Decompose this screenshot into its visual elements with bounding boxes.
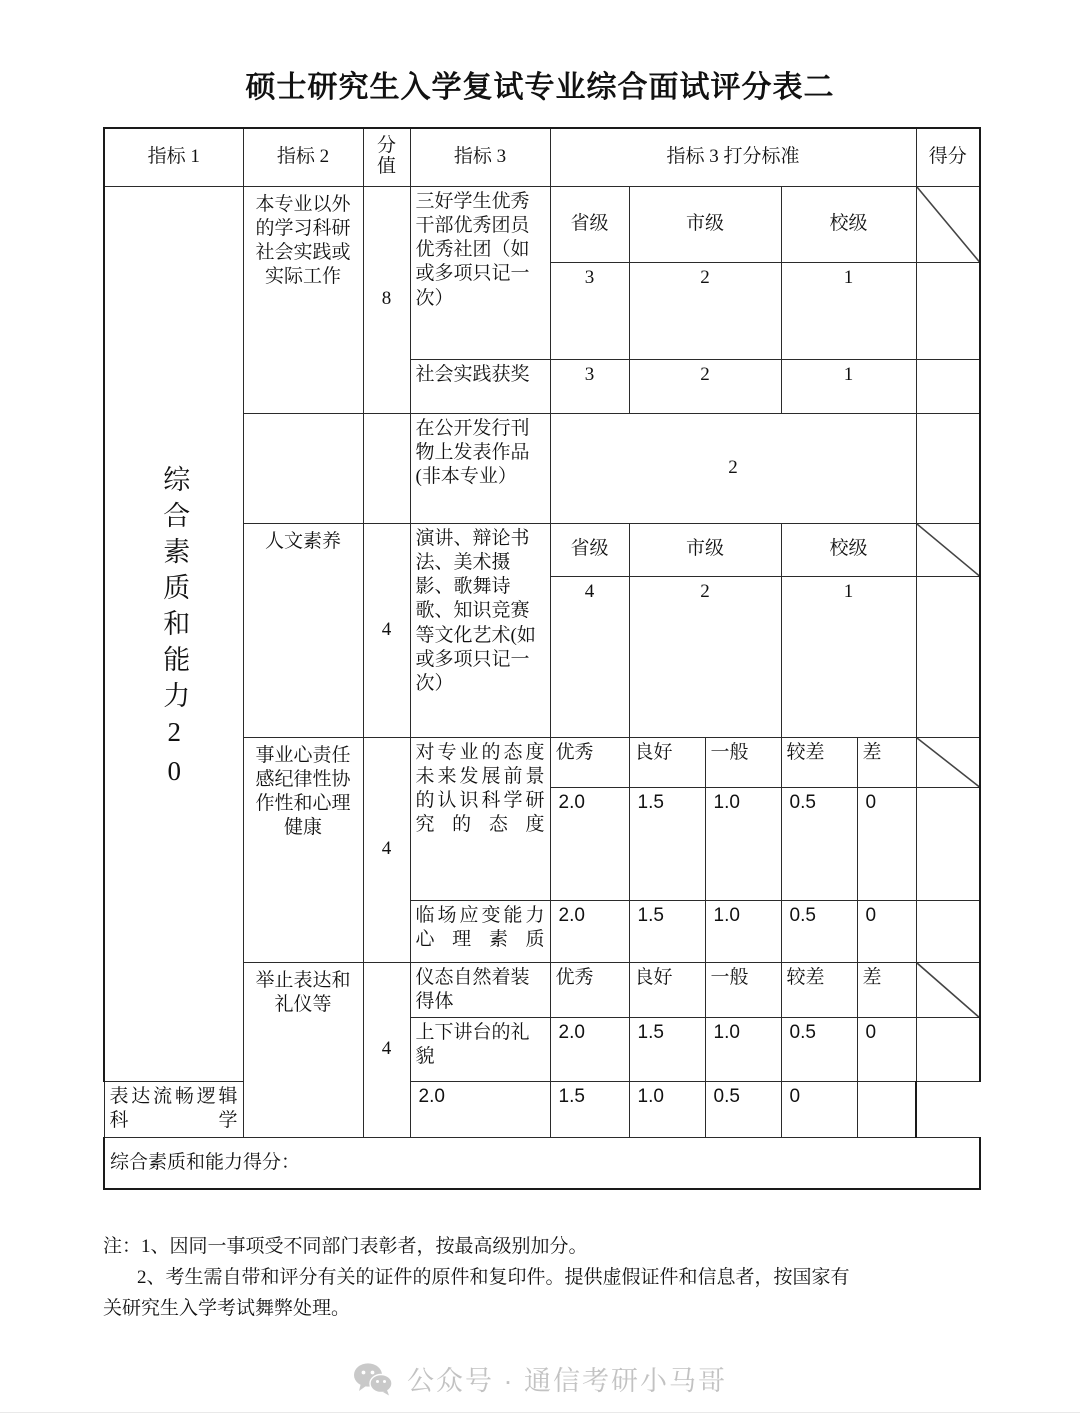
- result-cell[interactable]: [916, 359, 980, 413]
- footnotes: [103, 1232, 983, 1324]
- header-indicator2: 指标 2: [243, 128, 363, 186]
- result-cell-diagonal[interactable]: [916, 186, 980, 262]
- header-score-value: 分值: [363, 128, 410, 186]
- result-cell[interactable]: [916, 787, 980, 900]
- score-school: 1: [781, 359, 916, 413]
- rating-average: 一般: [705, 737, 781, 787]
- score-good: 1.5: [550, 1082, 629, 1138]
- indicator2-continuation: [243, 413, 363, 523]
- summary-label: 综合素质和能力得分：: [104, 1137, 980, 1189]
- level-municipal: 市级: [629, 523, 781, 576]
- table-row: [104, 186, 980, 262]
- category-indicator1: [104, 186, 243, 1082]
- score-school: 1: [781, 262, 916, 359]
- score-good: 1.5: [629, 787, 705, 900]
- diagonal-strike-icon: [917, 187, 980, 262]
- rating-average: 一般: [705, 962, 781, 1018]
- indicator3-label: 仪态自然着装得体: [410, 962, 550, 1018]
- rating-good: 良好: [629, 737, 705, 787]
- level-school: 校级: [781, 523, 916, 576]
- rating-poor: 较差: [781, 962, 857, 1018]
- score-value: 4: [363, 962, 410, 1137]
- indicator3-label: 在公开发行刊物上发表作品(非本专业）: [410, 413, 550, 523]
- merged-score: 2: [550, 413, 916, 523]
- score-value: 4: [363, 737, 410, 962]
- result-cell[interactable]: [916, 576, 980, 737]
- score-value-continuation: [363, 413, 410, 523]
- rating-excellent: 优秀: [550, 962, 629, 1018]
- score-excellent: 2.0: [550, 900, 629, 962]
- score-provincial: 3: [550, 359, 629, 413]
- level-municipal: 市级: [629, 186, 781, 262]
- result-cell[interactable]: [916, 900, 980, 962]
- rating-bad: 差: [857, 962, 916, 1018]
- result-cell-diagonal[interactable]: [916, 962, 980, 1018]
- header-indicator3: 指标 3: [410, 128, 550, 186]
- score-municipal: 2: [629, 262, 781, 359]
- score-school: 1: [781, 576, 916, 737]
- level-provincial: 省级: [550, 186, 629, 262]
- score-good: 1.5: [629, 1018, 705, 1082]
- result-cell[interactable]: [916, 413, 980, 523]
- score-poor: 0.5: [705, 1082, 781, 1138]
- rating-good: 良好: [629, 962, 705, 1018]
- indicator2-label: 人文素养: [243, 523, 363, 737]
- score-bad: 0: [857, 900, 916, 962]
- table-row: [104, 1082, 980, 1138]
- header-result: 得分: [916, 128, 980, 186]
- watermark-text: 公众号 · 通信考研小马哥: [407, 1366, 727, 1396]
- diagonal-strike-icon: [917, 963, 980, 1018]
- score-bad: 0: [857, 787, 916, 900]
- footer-divider: [0, 1412, 1080, 1413]
- indicator3-label: 上下讲台的礼貌: [410, 1018, 550, 1082]
- score-average: 1.0: [629, 1082, 705, 1138]
- level-school: 校级: [781, 186, 916, 262]
- wechat-icon: [353, 1362, 393, 1396]
- interview-scoring-table: [103, 127, 981, 1190]
- indicator3-label: 社会实践获奖: [410, 359, 550, 413]
- score-average: 1.0: [705, 900, 781, 962]
- category-vertical-label: 综合素质和能力20: [159, 465, 190, 796]
- header-indicator1: 指标 1: [104, 128, 243, 186]
- score-municipal: 2: [629, 359, 781, 413]
- note-line-2: 2、考生需自带和评分有关的证件的原件和复印件。提供虚假证件和信息者，按国家有: [137, 1266, 850, 1288]
- score-bad: 0: [781, 1082, 857, 1138]
- result-cell-diagonal[interactable]: [916, 523, 980, 576]
- result-cell[interactable]: [916, 262, 980, 359]
- score-provincial: 4: [550, 576, 629, 737]
- result-cell[interactable]: [916, 1018, 980, 1082]
- diagonal-strike-icon: [917, 738, 980, 787]
- score-municipal: 2: [629, 576, 781, 737]
- score-poor: 0.5: [781, 787, 857, 900]
- score-excellent: 2.0: [550, 787, 629, 900]
- indicator3-label: 演讲、辩论书法、美术摄影、歌舞诗歌、知识竞赛等文化艺术(如或多项只记一次）: [410, 523, 550, 737]
- watermark-footer: [0, 1359, 1080, 1398]
- result-cell-diagonal[interactable]: [916, 737, 980, 787]
- table-header-row: [104, 128, 980, 186]
- score-poor: 0.5: [781, 900, 857, 962]
- rating-bad: 差: [857, 737, 916, 787]
- indicator2-label: 本专业以外的学习科研社会实践或实际工作: [243, 186, 363, 413]
- diagonal-strike-icon: [917, 524, 980, 576]
- note-line-3: 关研究生入学考试舞弊处理。: [103, 1297, 351, 1319]
- score-bad: 0: [857, 1018, 916, 1082]
- indicator2-label: 事业心责任感纪律性协作性和心理健康: [243, 737, 363, 962]
- score-average: 1.0: [705, 787, 781, 900]
- score-poor: 0.5: [781, 1018, 857, 1082]
- indicator3-label: 三好学生优秀干部优秀团员优秀社团（如或多项只记一次）: [410, 186, 550, 359]
- indicator3-label: 表达流畅逻辑科学: [104, 1082, 243, 1138]
- rating-poor: 较差: [781, 737, 857, 787]
- result-cell[interactable]: [857, 1082, 916, 1138]
- score-value: 4: [363, 523, 410, 737]
- page-title: 硕士研究生入学复试专业综合面试评分表二: [245, 71, 835, 104]
- score-provincial: 3: [550, 262, 629, 359]
- rating-excellent: 优秀: [550, 737, 629, 787]
- indicator3-label: 对专业的态度未来发展前景的认识科学研究的态度: [410, 737, 550, 900]
- summary-row: [104, 1137, 980, 1189]
- level-provincial: 省级: [550, 523, 629, 576]
- header-indicator3-criteria: 指标 3 打分标准: [550, 128, 916, 186]
- score-average: 1.0: [705, 1018, 781, 1082]
- indicator3-label: 临场应变能力心理素质: [410, 900, 550, 962]
- score-excellent: 2.0: [550, 1018, 629, 1082]
- indicator2-label: 举止表达和礼仪等: [243, 962, 363, 1137]
- score-value: 8: [363, 186, 410, 413]
- score-excellent: 2.0: [410, 1082, 550, 1138]
- score-good: 1.5: [629, 900, 705, 962]
- note-line-1: 注：1、因同一事项受不同部门表彰者，按最高级别加分。: [103, 1236, 588, 1257]
